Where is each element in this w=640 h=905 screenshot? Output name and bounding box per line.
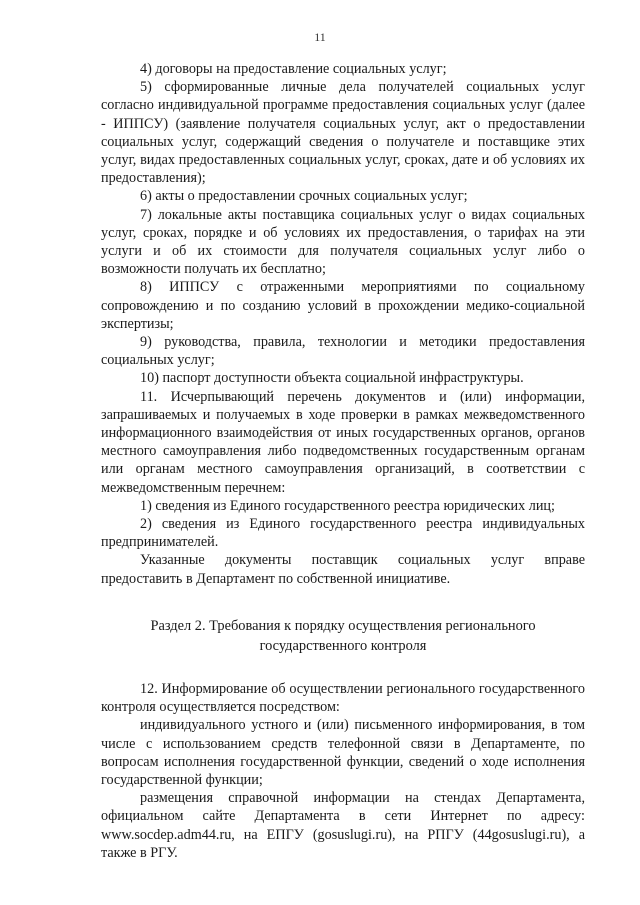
paragraph-item-8: 8) ИППСУ с отраженными мероприятиями по социальному сопровождению и по созданию условий в прохождении медико-социальной экспертизы;	[101, 279, 585, 332]
paragraph-subitem-1: 1) сведения из Единого государственного реестра юридических лиц;	[140, 497, 555, 514]
paragraph-item-7: 7) локальные акты поставщика социальных услуг о видах социальных услуг, сроках, порядке и об условиях их предоставления, о тарифах на эти услуги и об их стоимости для получателя социальных услуг либо о возможности получать их бесплатно;	[101, 206, 585, 278]
paragraph-reference-info: размещения справочной информации на стендах Департамента, официальном сайте Департамента в сети Интернет по адресу: www.socdep.adm44.ru, на ЕПГУ (gosuslugi.ru), на РПГУ (44gosuslugi.ru), а также в РГУ.	[101, 790, 585, 861]
paragraph-individual-informing: индивидуального устного и (или) письменного информирования, в том числе с использованием средств телефонной связи в Департаменте, по вопросам исполнения государственной функции, сведений о ходе исполнения государственной функции;	[101, 717, 585, 788]
paragraph-item-6: 6) акты о предоставлении срочных социальных услуг;	[140, 188, 468, 205]
section-heading	[101, 616, 585, 656]
paragraph-clause-11: 11. Исчерпывающий перечень документов и (или) информации, запрашиваемых и получаемых в ходе проверки в рамках межведомственного информационного взаимодействия от иных государственных органов, органов местного самоуправления либо подведомственных государственным органам или органам местного самоуправления организаций, в соответствии с межведомственным перечнем:	[101, 388, 585, 496]
document-body	[101, 60, 585, 862]
paragraph-note: Указанные документы поставщик социальных услуг вправе предоставить в Департамент по собственной инициативе.	[101, 552, 585, 587]
page-number: 11	[314, 30, 326, 44]
paragraph-item-9: 9) руководства, правила, технологии и методики предоставления социальных услуг;	[101, 334, 585, 369]
paragraph-subitem-2: 2) сведения из Единого государственного реестра индивидуальных предпринимателей.	[101, 516, 585, 551]
paragraph-item-10: 10) паспорт доступности объекта социальной инфраструктуры.	[140, 370, 524, 387]
paragraph-item-4: 4) договоры на предоставление социальных услуг;	[140, 61, 447, 77]
section-heading-line-1: Раздел 2. Требования к порядку осуществления регионального	[150, 617, 536, 634]
section-heading-line-2: государственного контроля	[259, 637, 427, 654]
paragraph-clause-12: 12. Информирование об осуществлении регионального государственного контроля осуществляется посредством:	[101, 680, 585, 716]
paragraph-item-5: 5) сформированные личные дела получателей социальных услуг согласно индивидуальной программе предоставления социальных услуг (далее - ИППСУ) (заявление получателя социальных услуг, акт о предоставлении социальных услуг, содержащий сведения о получателе и поставщике этих услуг, видах предоставленных социальных услуг, сроках, дате и об условиях их предоставления);	[101, 79, 585, 187]
